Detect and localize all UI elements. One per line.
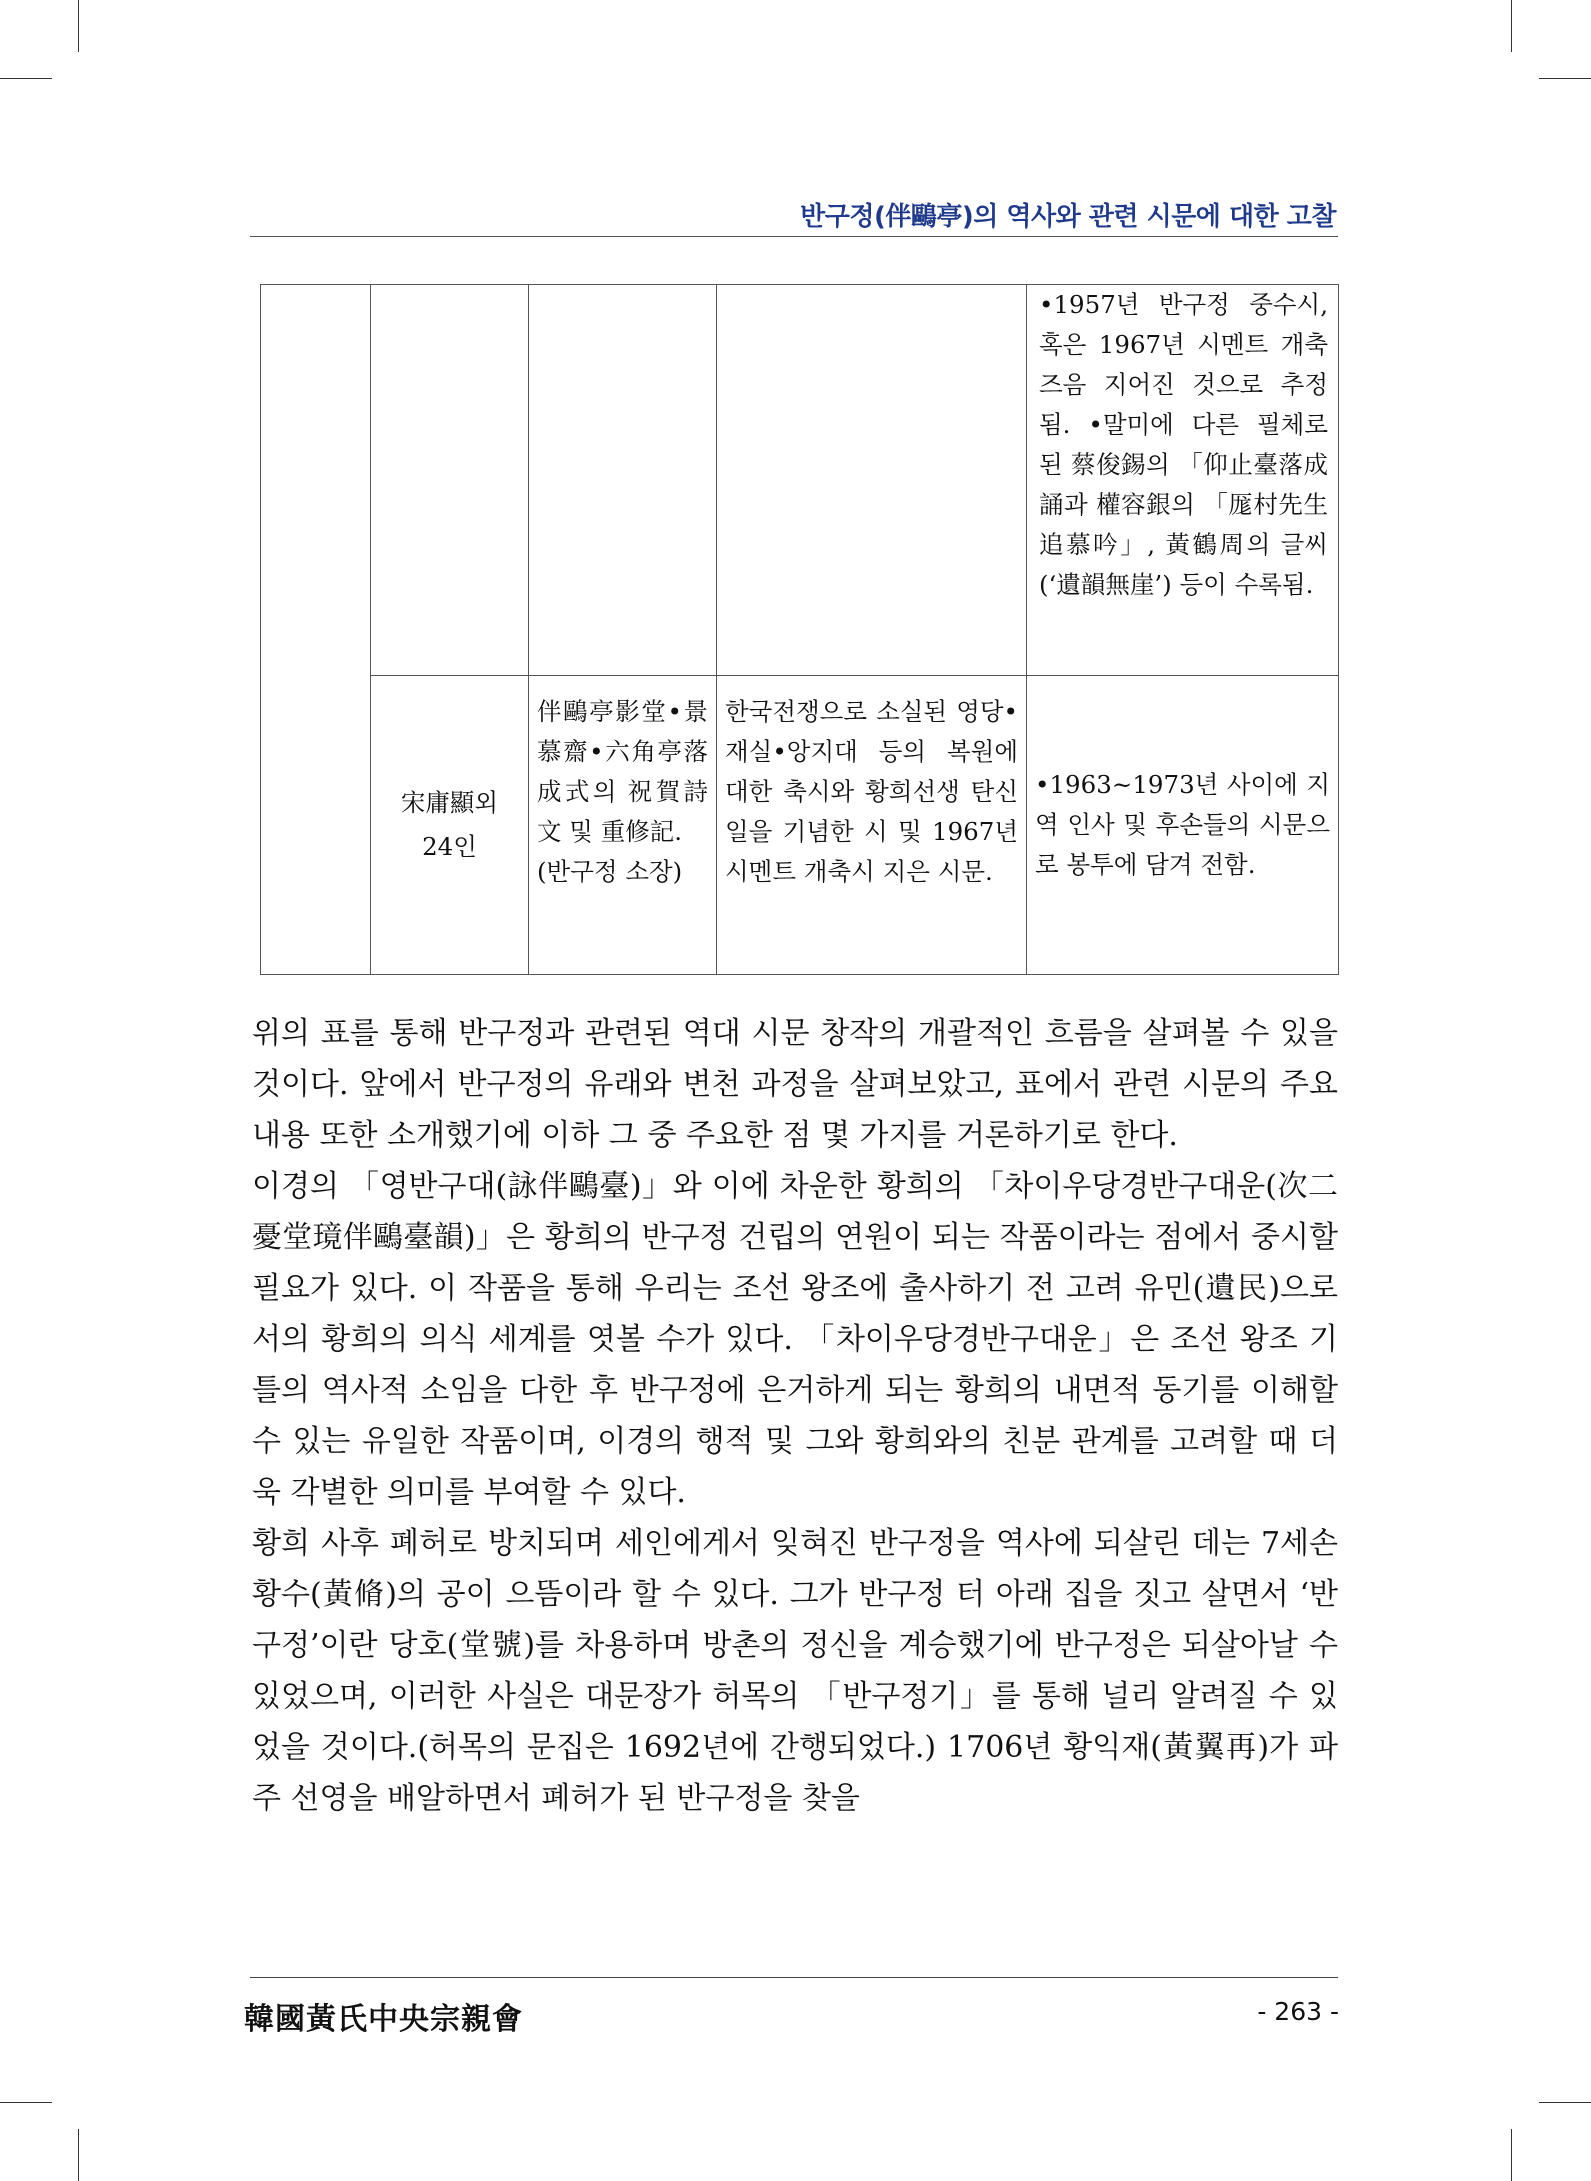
table-cell [371, 285, 529, 676]
crop-mark [78, 2129, 79, 2181]
table-cell-title: 伴鷗亭影堂•景慕齋•六角亭落成式의 祝賀詩文 및 重修記. (반구정 소장) [529, 676, 717, 975]
crop-mark [1511, 0, 1512, 52]
table-cell-notes: •1963~1973년 사이에 지역 인사 및 후손들의 시문으로 봉투에 담겨 전함. [1027, 676, 1339, 975]
table-cell-notes: •1957년 반구정 중수시, 혹은 1967년 시멘트 개축 즈음 지어진 것으로 추정됨. •말미에 다른 필체로 된 蔡俊錫의 「仰止臺落成誦과 權容銀의 「厖村先生追慕吟」, 黃鶴周의 글씨(‘遺韻無崖’) 등이 수록됨. [1027, 285, 1339, 676]
table-cell-author: 宋庸顯외 24인 [371, 676, 529, 975]
table-cell [529, 285, 717, 676]
running-header [250, 188, 1338, 237]
header-title: 반구정(伴鷗亭)의 역사와 관련 시문에 대한 고찰 [800, 202, 1336, 232]
crop-mark [0, 78, 52, 79]
paragraph: 위의 표를 통해 반구정과 관련된 역대 시문 창작의 개괄적인 흐름을 살펴볼 수 있을 것이다. 앞에서 반구정의 유래와 변천 과정을 살펴보았고, 표에서 관련 시문의 주요 내용 또한 소개했기에 이하 그 중 주요한 점 몇 가지를 거론하기로 한다. [252, 1016, 1338, 1153]
crop-mark [1511, 2129, 1512, 2181]
crop-mark [0, 2102, 52, 2103]
crop-mark [78, 0, 79, 52]
footer-rule [250, 1977, 1338, 1978]
page-number: - 263 - [1257, 1997, 1339, 2026]
crop-mark [1539, 2102, 1591, 2103]
table-row [261, 285, 1339, 676]
footer-publisher: 韓國黃氏中央宗親會 [244, 2002, 523, 2037]
poetry-table [260, 284, 1339, 975]
body-text [252, 1008, 1338, 1824]
table-row [261, 676, 1339, 975]
table-cell [261, 285, 371, 975]
table-cell [717, 285, 1027, 676]
crop-mark [1539, 78, 1591, 79]
paragraph: 황희 사후 폐허로 방치되며 세인에게서 잊혀진 반구정을 역사에 되살린 데는 7세손 황수(黃脩)의 공이 으뜸이라 할 수 있다. 그가 반구정 터 아래 집을 짓고 살면서 ‘반구정’이란 당호(堂號)를 차용하며 방촌의 정신을 계승했기에 반구정은 되살아날 수 있었으며, 이러한 사실은 대문장가 허목의 「반구정기」를 통해 널리 알려질 수 있었을 것이다.(허목의 문집은 1692년에 간행되었다.) 1706년 황익재(黃翼再)가 파주 선영을 배알하면서 폐허가 된 반구정을 찾을 [252, 1526, 1338, 1816]
table-cell-content: 한국전쟁으로 소실된 영당•재실•앙지대 등의 복원에 대한 축시와 황희선생 탄신일을 기념한 시 및 1967년 시멘트 개축시 지은 시문. [717, 676, 1027, 975]
paragraph: 이경의 「영반구대(詠伴鷗臺)」와 이에 차운한 황희의 「차이우당경반구대운(次二憂堂璄伴鷗臺韻)」은 황희의 반구정 건립의 연원이 되는 작품이라는 점에서 중시할 필요가 있다. 이 작품을 통해 우리는 조선 왕조에 출사하기 전 고려 유민(遺民)으로서의 황희의 의식 세계를 엿볼 수가 있다. 「차이우당경반구대운」은 조선 왕조 기틀의 역사적 소임을 다한 후 반구정에 은거하게 되는 황희의 내면적 동기를 이해할 수 있는 유일한 작품이며, 이경의 행적 및 그와 황희와의 친분 관계를 고려할 때 더욱 각별한 의미를 부여할 수 있다. [252, 1169, 1338, 1510]
